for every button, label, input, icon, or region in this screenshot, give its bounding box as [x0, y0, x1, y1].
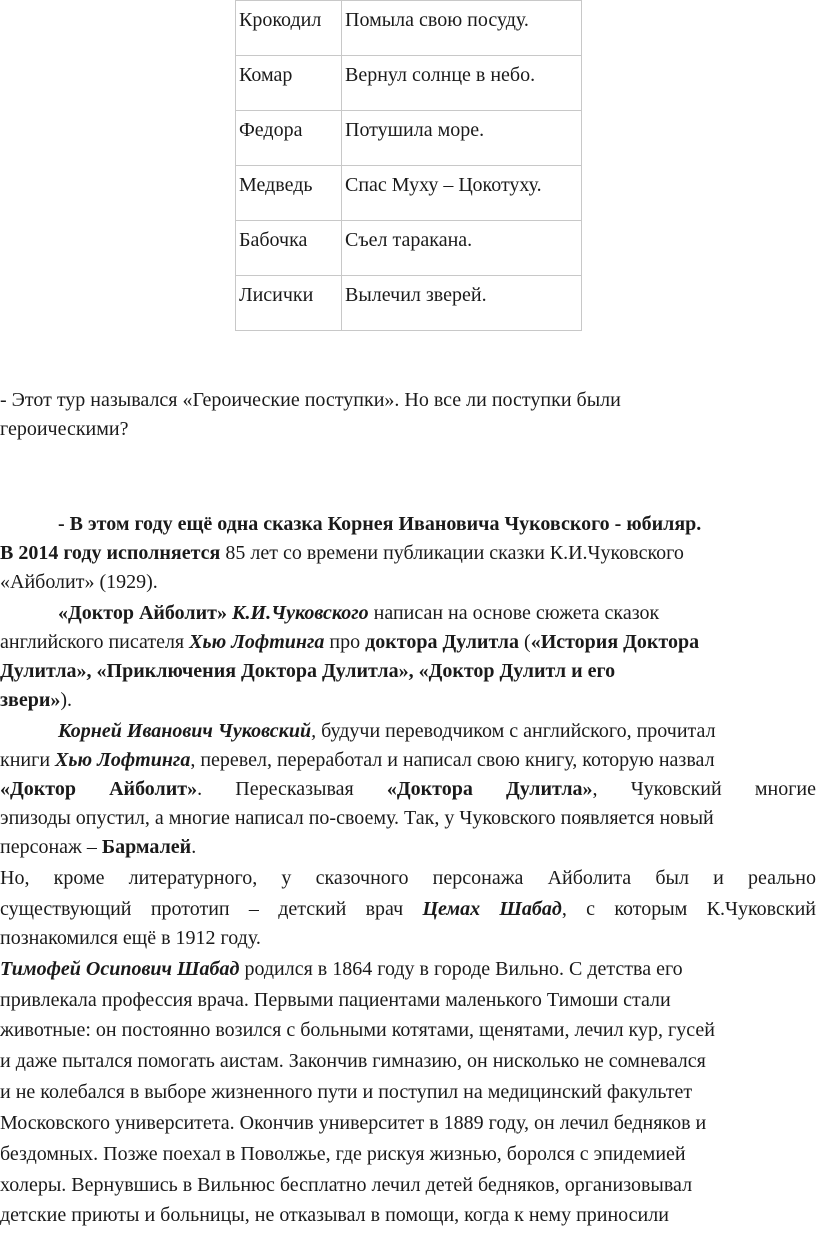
biography-line: и даже пытался помогать аистам. Закончив гимназию, он нисколько не сомневался: [0, 1050, 706, 1072]
translator-text: книги: [0, 749, 56, 771]
book-title-aibolit: «Доктор Айболит»: [0, 778, 198, 800]
prototype-line-2: [0, 895, 816, 924]
table-cell-deed: Потушила море.: [342, 111, 582, 166]
prototype-line-1: Но, кроме литературного, у сказочного персонажа Айболита был и реально: [0, 867, 816, 889]
biography-line: детские приюты и больницы, не отказывал в помощи, когда к нему приносили: [0, 1204, 669, 1226]
anniversary-line-3: «Айболит» (1929).: [0, 571, 158, 593]
table-cell-deed: Вылечил зверей.: [342, 276, 582, 331]
origin-line-3: Дулитла», «Приключения Доктора Дулитла», «Доктор Дулитл и его: [0, 660, 616, 682]
table-cell-deed: Помыла свою посуду.: [342, 1, 582, 56]
biography-line: Московского университета. Окончив университет в 1889 году, он лечил бедняков и: [0, 1112, 707, 1134]
biography-line-1: [0, 955, 816, 984]
biography-line: привлекала профессия врача. Первыми пациентами маленького Тимоши стали: [0, 989, 671, 1011]
table-row: [236, 166, 582, 221]
biography-line: бездомных. Позже поехал в Поволжье, где рискуя жизнью, боролся с эпидемией: [0, 1143, 686, 1165]
character-barmaley: Бармалей: [101, 836, 192, 858]
matching-table: [235, 0, 582, 331]
origin-line-1: [58, 599, 816, 628]
table-cell-name: Федора: [236, 111, 342, 166]
translator-text: персонаж –: [0, 836, 102, 858]
translator-line-3: [0, 775, 816, 804]
table-row: [236, 276, 582, 331]
table-cell-deed: Съел таракана.: [342, 221, 582, 276]
translator-text: будучи переводчиком с английского, прочитал: [316, 720, 716, 742]
author-name: К.И.Чуковского: [231, 602, 369, 624]
translator-text: . Пересказывая: [197, 778, 387, 800]
anniversary-line-1: - В этом году ещё одна сказка Корнея Ивановича Чуковского - юбиляр.: [58, 513, 702, 535]
doctor-name: Цемах Шабад: [422, 898, 562, 920]
question-line-1: - Этот тур назывался «Героические поступки». Но все ли поступки были: [0, 389, 621, 411]
biography-line: животные: он постоянно возился с больными котятами, щенятами, лечил кур, гусей: [0, 1019, 715, 1041]
table-cell-name: Крокодил: [236, 1, 342, 56]
book-title: звери»: [0, 689, 61, 711]
prototype-line-3: познакомился ещё в 1912 году.: [0, 927, 261, 949]
origin-text: написан на основе сюжета сказок: [368, 602, 660, 624]
question-line-2: героическими?: [0, 418, 129, 440]
table-row: [236, 111, 582, 166]
origin-text: ).: [60, 689, 73, 711]
writer-name: Хью Лофтинга: [55, 749, 191, 771]
translator-line-1: [58, 717, 816, 746]
anniversary-line-2: [0, 539, 816, 568]
writer-name: Хью Лофтинга: [189, 631, 325, 653]
translator-text: .: [191, 836, 197, 858]
origin-text: про: [324, 631, 366, 653]
table-cell-name: Бабочка: [236, 221, 342, 276]
table-row: [236, 221, 582, 276]
book-title-dolittle: «Доктора Дулитла»: [386, 778, 593, 800]
biography-text: родился в 1864 году в городе Вильно. С детства его: [239, 958, 683, 980]
prototype-text: существующий прототип – детский врач: [0, 898, 423, 920]
table-cell-deed: Спас Муху – Цокотуху.: [342, 166, 582, 221]
doctor-full-name: Тимофей Осипович Шабад: [0, 958, 240, 980]
anniversary-year-bold: В 2014 году исполняется: [0, 542, 221, 564]
translator-line-4: эпизоды опустил, а многие написал по-своему. Так, у Чуковского появляется новый: [0, 807, 714, 829]
origin-line-4: [0, 686, 816, 715]
table-cell-name: Комар: [236, 56, 342, 111]
origin-text: (: [519, 631, 531, 653]
translator-text: , перевел, переработал и написал свою книгу, которую назвал: [190, 749, 715, 771]
translator-line-2: [0, 746, 816, 775]
table-row: [236, 56, 582, 111]
translator-text: , Чуковский многие: [592, 778, 816, 800]
table-row: [236, 1, 582, 56]
author-full-name: Корней Иванович Чуковский: [58, 720, 312, 742]
table-cell-deed: Вернул солнце в небо.: [342, 56, 582, 111]
biography-line: холеры. Вернувшись в Вильнюс бесплатно лечил детей бедняков, организовывал: [0, 1174, 693, 1196]
book-title-aibolit: «Доктор Айболит»: [58, 602, 227, 624]
translator-comma: ,: [311, 720, 317, 742]
translator-line-5: [0, 833, 816, 862]
prototype-text: , с которым К.Чуковский: [561, 898, 816, 920]
table-cell-name: Медведь: [236, 166, 342, 221]
book-title: «История Доктора: [530, 631, 700, 653]
origin-line-2: [0, 628, 816, 657]
biography-line: и не колебался в выборе жизненного пути и поступил на медицинский факультет: [0, 1081, 693, 1103]
origin-text: английского писателя: [0, 631, 190, 653]
anniversary-year-rest: 85 лет со времени публикации сказки К.И.Чуковского: [220, 542, 684, 564]
table-cell-name: Лисички: [236, 276, 342, 331]
doctor-dolittle: доктора Дулитла: [365, 631, 520, 653]
